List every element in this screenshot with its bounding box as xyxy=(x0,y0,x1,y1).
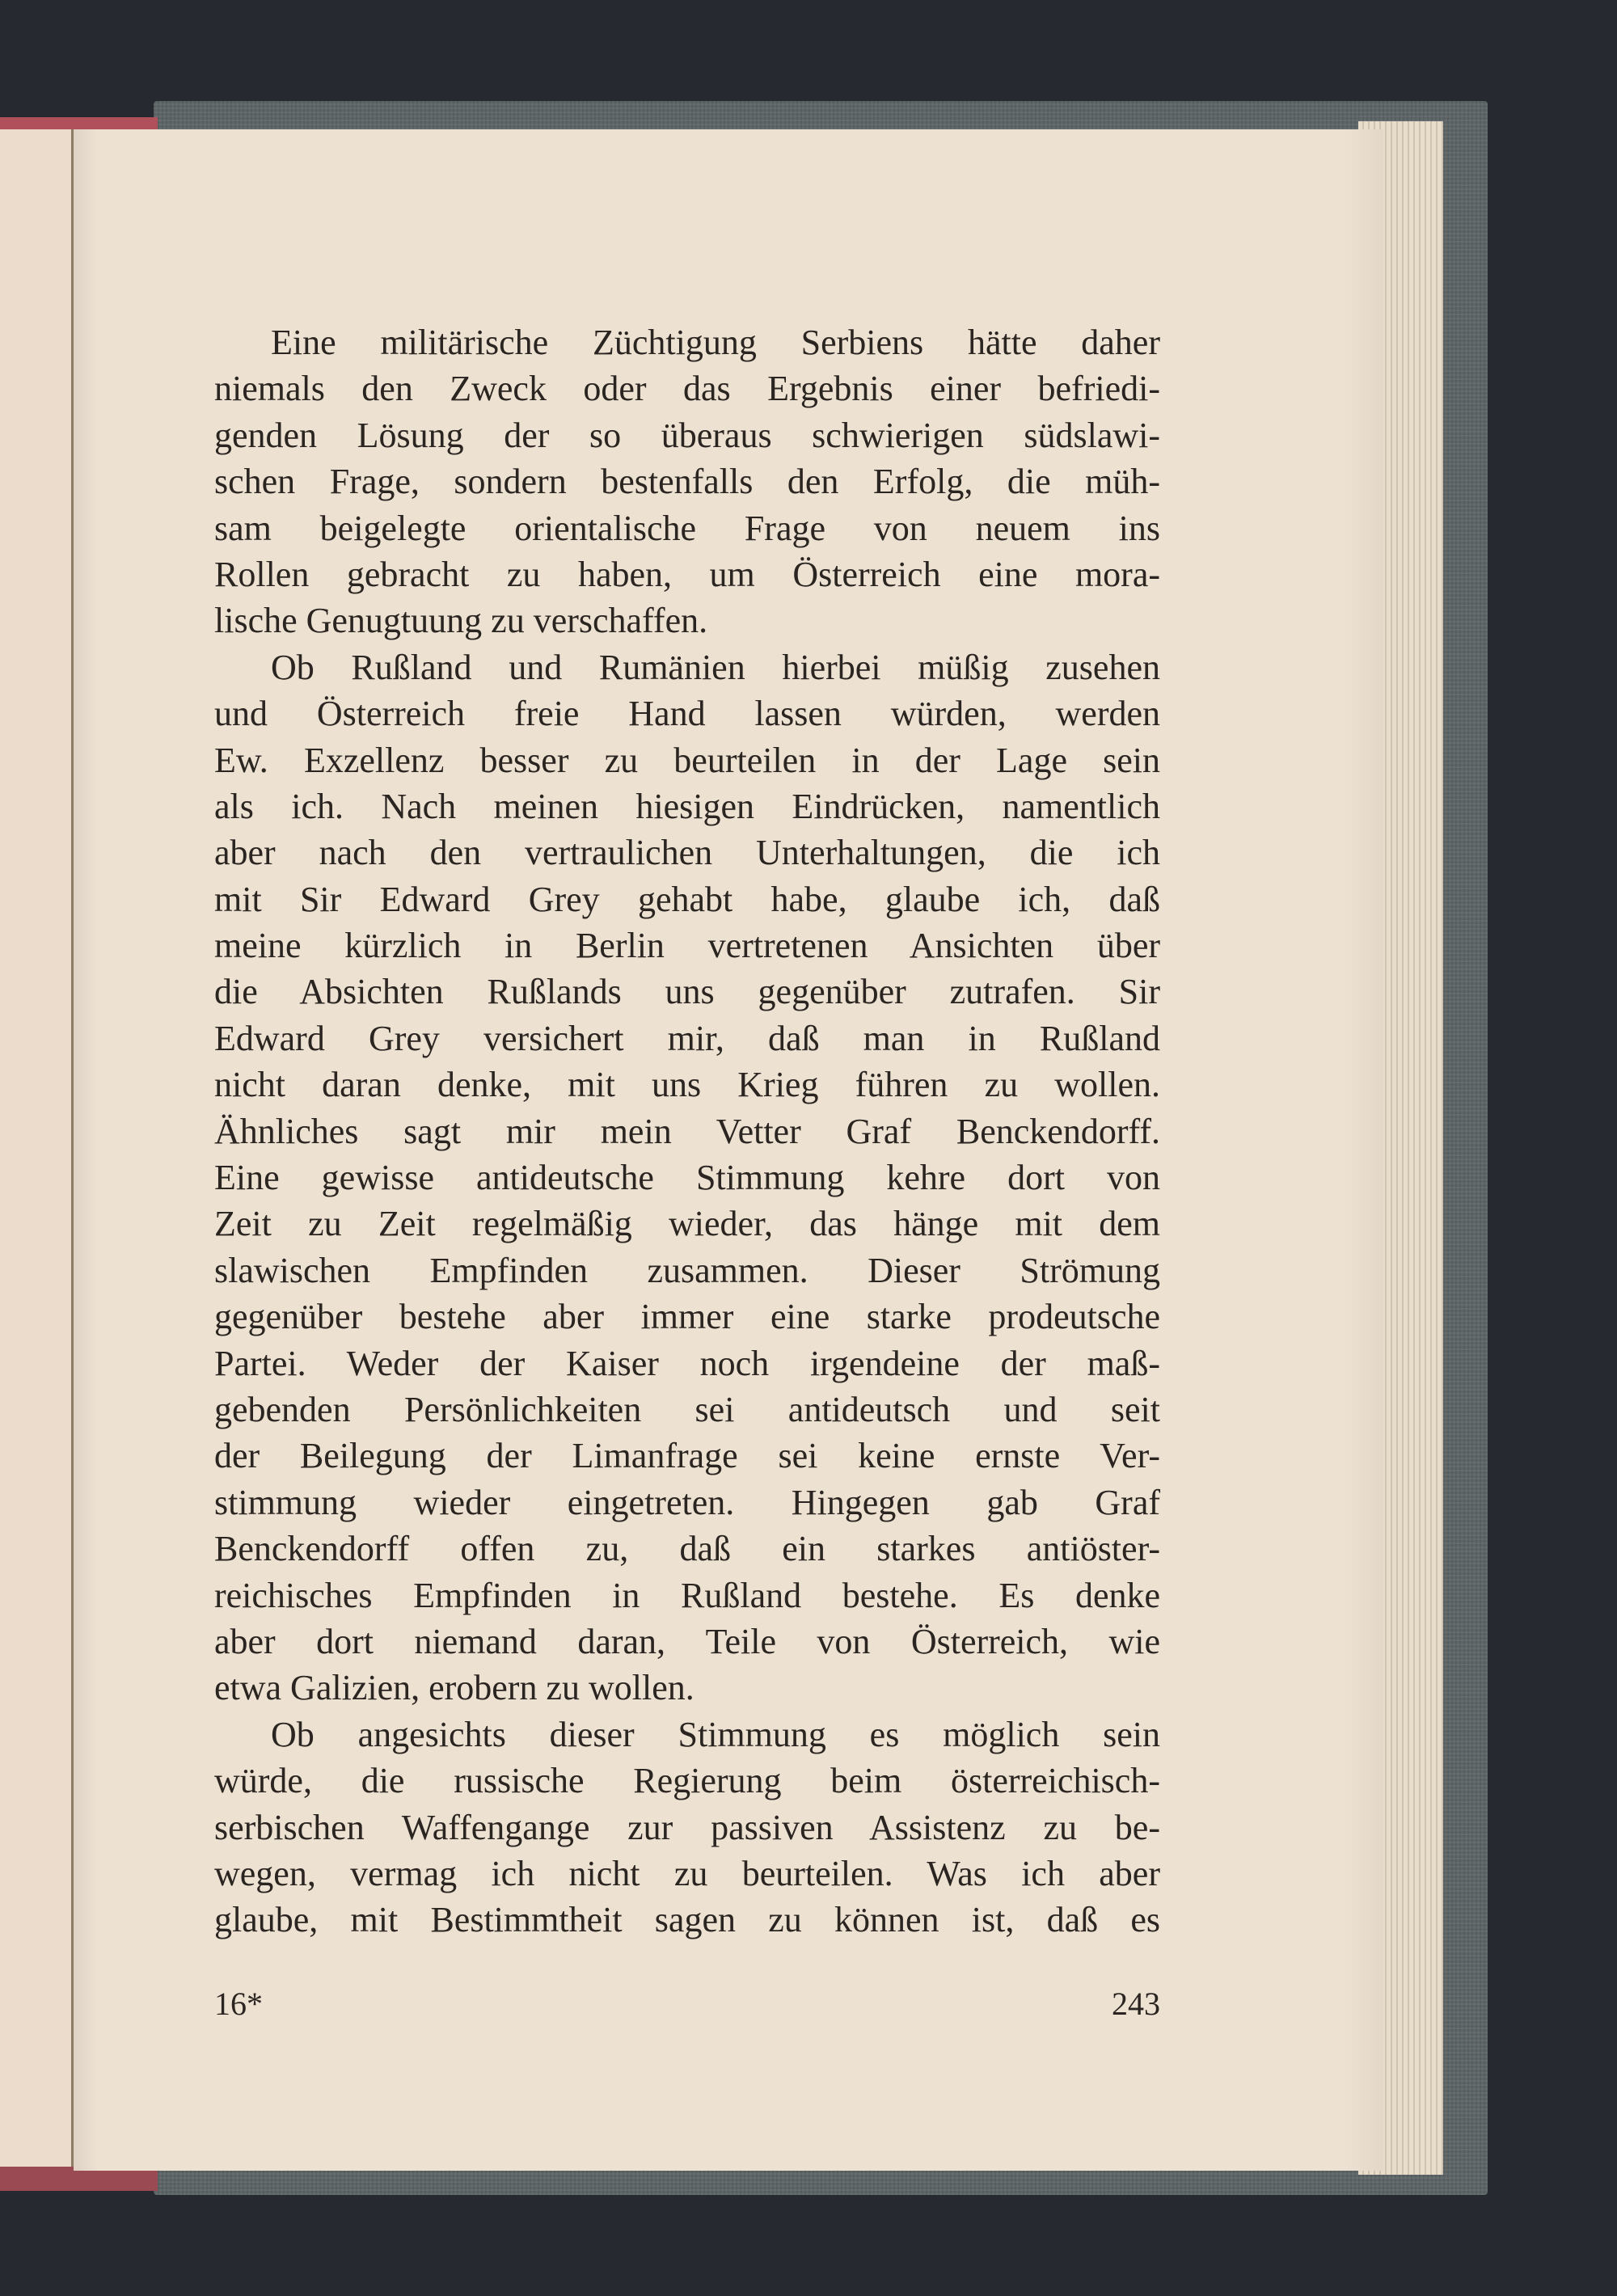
text-line: niemals den Zweck oder das Ergebnis einer befriedi- xyxy=(214,369,1160,409)
text-line: der Beilegung der Limanfrage sei keine ernste Ver- xyxy=(214,1436,1160,1476)
text-line: reichisches Empfinden in Rußland bestehe. Es denke xyxy=(214,1575,1160,1615)
paragraph xyxy=(214,1711,1160,1944)
text-line: Ähnliches sagt mir mein Vetter Graf Benckendorff. xyxy=(214,1111,1160,1151)
text-line: etwa Galizien, erobern zu wollen. xyxy=(214,1668,695,1708)
text-line: nicht daran denke, mit uns Krieg führen zu wollen. xyxy=(214,1065,1160,1105)
text-line: aber nach den vertraulichen Unterhaltungen, die ich xyxy=(214,833,1160,873)
text-line: gebenden Persönlichkeiten sei antideutsch und seit xyxy=(214,1389,1160,1429)
text-line: stimmung wieder eingetreten. Hingegen gab Graf xyxy=(214,1482,1160,1522)
text-line: slawischen Empfinden zusammen. Dieser Strömung xyxy=(214,1250,1160,1290)
text-line: Rollen gebracht zu haben, um Österreich eine mora- xyxy=(214,554,1160,594)
text-line: Ob angesichts dieser Stimmung es möglich sein xyxy=(271,1714,1160,1754)
text-line: meine kürzlich in Berlin vertretenen Ansichten über xyxy=(214,926,1160,966)
signature-mark: 16* xyxy=(214,1986,263,2022)
text-line: sam beigelegte orientalische Frage von neuem ins xyxy=(214,508,1160,548)
text-line: würde, die russische Regierung beim österreichisch- xyxy=(214,1761,1160,1801)
text-line: glaube, mit Bestimmtheit sagen zu können ist, daß es xyxy=(214,1900,1160,1940)
text-line: und Österreich freie Hand lassen würden, werden xyxy=(214,694,1160,734)
text-line: die Absichten Rußlands uns gegenüber zutrafen. Sir xyxy=(214,972,1160,1012)
text-line: Eine gewisse antideutsche Stimmung kehre dort von xyxy=(214,1158,1160,1198)
text-line: Ob Rußland und Rumänien hierbei müßig zusehen xyxy=(271,647,1160,687)
text-line: Edward Grey versichert mir, daß man in Rußland xyxy=(214,1018,1160,1058)
left-page xyxy=(0,129,73,2167)
paragraph xyxy=(214,319,1160,644)
page-body-text xyxy=(214,319,1160,1944)
text-line: Benckendorff offen zu, daß ein starkes antiöster- xyxy=(214,1529,1160,1569)
text-line: Partei. Weder der Kaiser noch irgendeine der maß- xyxy=(214,1343,1160,1383)
page-number: 243 xyxy=(1112,1986,1160,2022)
text-line: als ich. Nach meinen hiesigen Eindrücken, namentlich xyxy=(214,786,1160,826)
gutter xyxy=(71,129,74,2167)
text-line: Zeit zu Zeit regelmäßig wieder, das hänge mit dem xyxy=(214,1204,1160,1244)
text-line: mit Sir Edward Grey gehabt habe, glaube ich, daß xyxy=(214,879,1160,919)
text-line: Ew. Exzellenz besser zu beurteilen in der Lage sein xyxy=(214,740,1160,780)
text-line: wegen, vermag ich nicht zu beurteilen. Was ich aber xyxy=(214,1853,1160,1893)
text-line: lische Genugtuung zu verschaffen. xyxy=(214,601,708,641)
text-line: gegenüber bestehe aber immer eine starke prodeutsche xyxy=(214,1297,1160,1337)
text-line: serbischen Waffengange zur passiven Assistenz zu be- xyxy=(214,1807,1160,1847)
text-line: Eine militärische Züchtigung Serbiens hätte daher xyxy=(271,323,1160,362)
text-line: schen Frage, sondern bestenfalls den Erfolg, die müh- xyxy=(214,462,1160,502)
paragraph xyxy=(214,644,1160,1711)
text-line: aber dort niemand daran, Teile von Österreich, wie xyxy=(214,1621,1160,1661)
text-line: genden Lösung der so überaus schwierigen südslawi- xyxy=(214,415,1160,455)
